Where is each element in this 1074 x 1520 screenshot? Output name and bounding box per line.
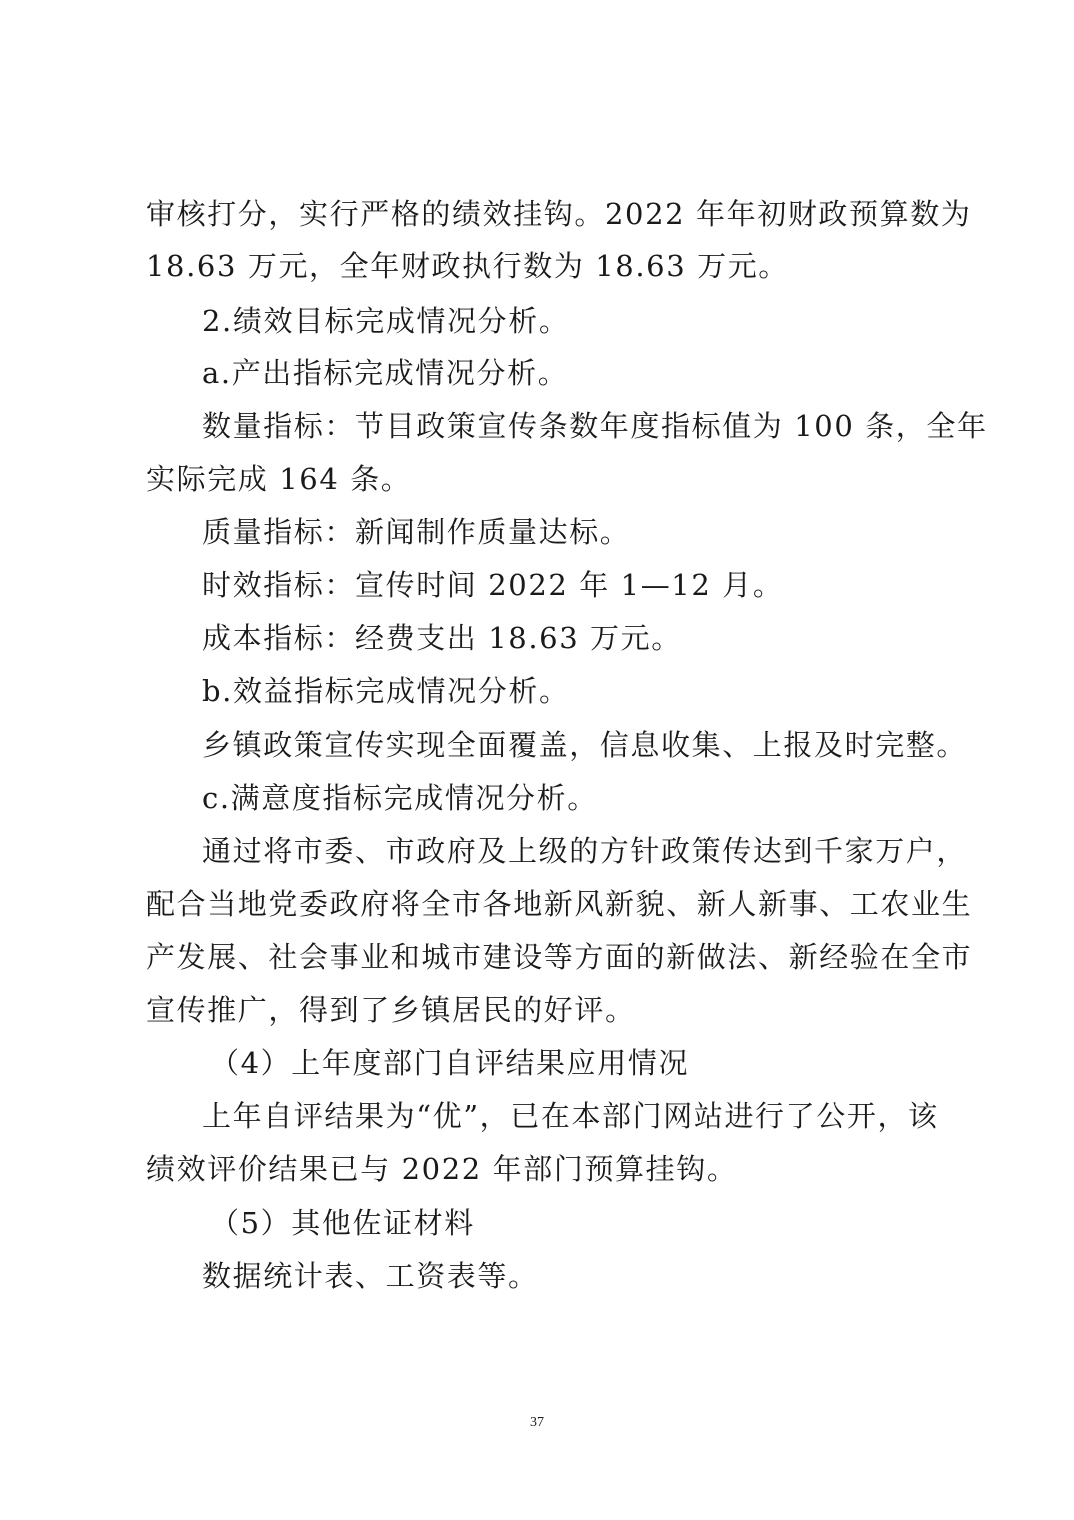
paragraph-line: 数量指标：节目政策宣传条数年度指标值为 100 条，全年 <box>202 409 988 443</box>
paragraph-line: 通过将市委、市政府及上级的方针政策传达到千家万户， <box>202 834 968 868</box>
section-heading: （5）其他佐证材料 <box>210 1206 475 1240</box>
subsection-heading: b.效益指标完成情况分析。 <box>202 674 570 708</box>
paragraph-line: 18.63 万元，全年财政执行数为 18.63 万元。 <box>146 249 789 283</box>
section-heading: 2.绩效目标完成情况分析。 <box>202 304 570 338</box>
paragraph-line: 质量指标：新闻制作质量达标。 <box>202 515 631 549</box>
paragraph-line: 产发展、社会事业和城市建设等方面的新做法、新经验在全市 <box>146 940 973 974</box>
paragraph-line: 上年自评结果为“优”，已在本部门网站进行了公开，该 <box>202 1099 939 1133</box>
subsection-heading: c.满意度指标完成情况分析。 <box>202 781 598 815</box>
section-heading: （4）上年度部门自评结果应用情况 <box>210 1046 690 1080</box>
subsection-heading: a.产出指标完成情况分析。 <box>202 356 569 390</box>
paragraph-line: 实际完成 164 条。 <box>146 462 412 496</box>
paragraph-line: 时效指标：宣传时间 2022 年 1—12 月。 <box>202 568 784 602</box>
paragraph-line: 配合当地党委政府将全市各地新风新貌、新人新事、工农业生 <box>146 887 973 921</box>
paragraph-line: 宣传推广，得到了乡镇居民的好评。 <box>146 993 636 1027</box>
paragraph-line: 审核打分，实行严格的绩效挂钩。2022 年年初财政预算数为 <box>146 197 972 231</box>
paragraph-line: 数据统计表、工资表等。 <box>202 1259 539 1293</box>
paragraph-line: 绩效评价结果已与 2022 年部门预算挂钩。 <box>146 1152 738 1186</box>
paragraph-line: 成本指标：经费支出 18.63 万元。 <box>202 621 682 655</box>
page-number: 37 <box>530 1415 544 1430</box>
paragraph-line: 乡镇政策宣传实现全面覆盖，信息收集、上报及时完整。 <box>202 728 968 762</box>
